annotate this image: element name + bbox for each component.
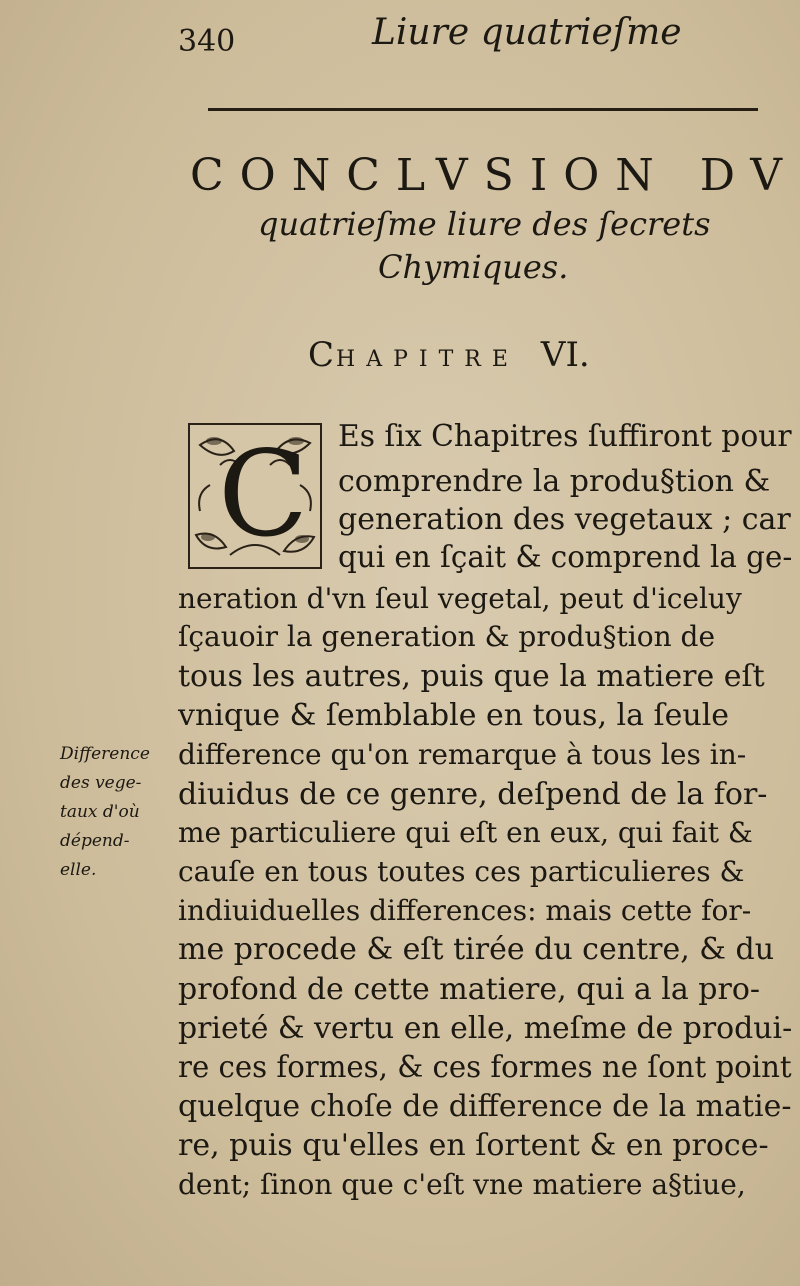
body-line: comprendre la produ§tion & xyxy=(338,464,771,499)
margin-note-line: Difference xyxy=(60,744,150,764)
body-line: quelque choſe de difference de la matie- xyxy=(178,1089,792,1124)
header-rule xyxy=(208,108,758,111)
body-line: cauſe en tous toutes ces particulieres & xyxy=(178,855,745,888)
margin-note-line: elle. xyxy=(60,860,97,880)
initial-letter: C xyxy=(218,425,309,563)
body-line: diuidus de ce genre, deſpend de la for- xyxy=(178,777,768,812)
chapter-number: VI. xyxy=(540,335,590,375)
body-line: difference qu'on remarque à tous les in- xyxy=(178,738,747,771)
body-line: re, puis qu'elles en ſortent & en proce- xyxy=(178,1128,769,1163)
margin-note-line: taux d'où xyxy=(60,802,140,822)
body-line: tous les autres, puis que la matiere eſt xyxy=(178,659,765,694)
running-title: Liure quatrieſme xyxy=(372,12,682,53)
body-line: me procede & eſt tirée du centre, & du xyxy=(178,932,775,967)
margin-note xyxy=(60,740,150,885)
chapter-heading xyxy=(308,335,590,375)
body-line: profond de cette matiere, qui a la pro- xyxy=(178,972,761,1007)
body-line: qui en ſçait & comprend la ge- xyxy=(338,540,793,575)
decorated-initial xyxy=(188,423,322,569)
body-line: generation des vegetaux ; car xyxy=(338,502,791,537)
body-line: neration d'vn ſeul vegetal, peut d'iceluy xyxy=(178,582,742,615)
body-line: Es ſix Chapitres ſuffiront pour xyxy=(338,419,792,454)
title-line-1: CONCLVSION DV xyxy=(190,150,799,201)
body-line: vnique & ſemblable en tous, la ſeule xyxy=(178,698,730,733)
body-line: indiuiduelles differences: mais cette for- xyxy=(178,894,752,927)
body-line: ſçauoir la generation & produ§tion de xyxy=(178,620,716,653)
page-number: 340 xyxy=(178,24,236,59)
chapter-word-rest: HAPITRE xyxy=(336,347,519,372)
title-line-3: Chymiques. xyxy=(378,248,569,286)
margin-note-line: dépend- xyxy=(60,831,130,851)
body-line: dent; ſinon que c'eſt vne matiere a§tiue, xyxy=(178,1168,746,1201)
body-line: me particuliere qui eſt en eux, qui fait & xyxy=(178,816,753,849)
margin-note-line: des vege- xyxy=(60,773,142,793)
chapter-word-initial: C xyxy=(308,335,335,375)
body-line: re ces formes, & ces formes ne ſont point xyxy=(178,1050,792,1085)
body-line: prieté & vertu en elle, meſme de produi- xyxy=(178,1011,793,1046)
title-line-2: quatrieſme liure des ſecrets xyxy=(258,205,711,243)
